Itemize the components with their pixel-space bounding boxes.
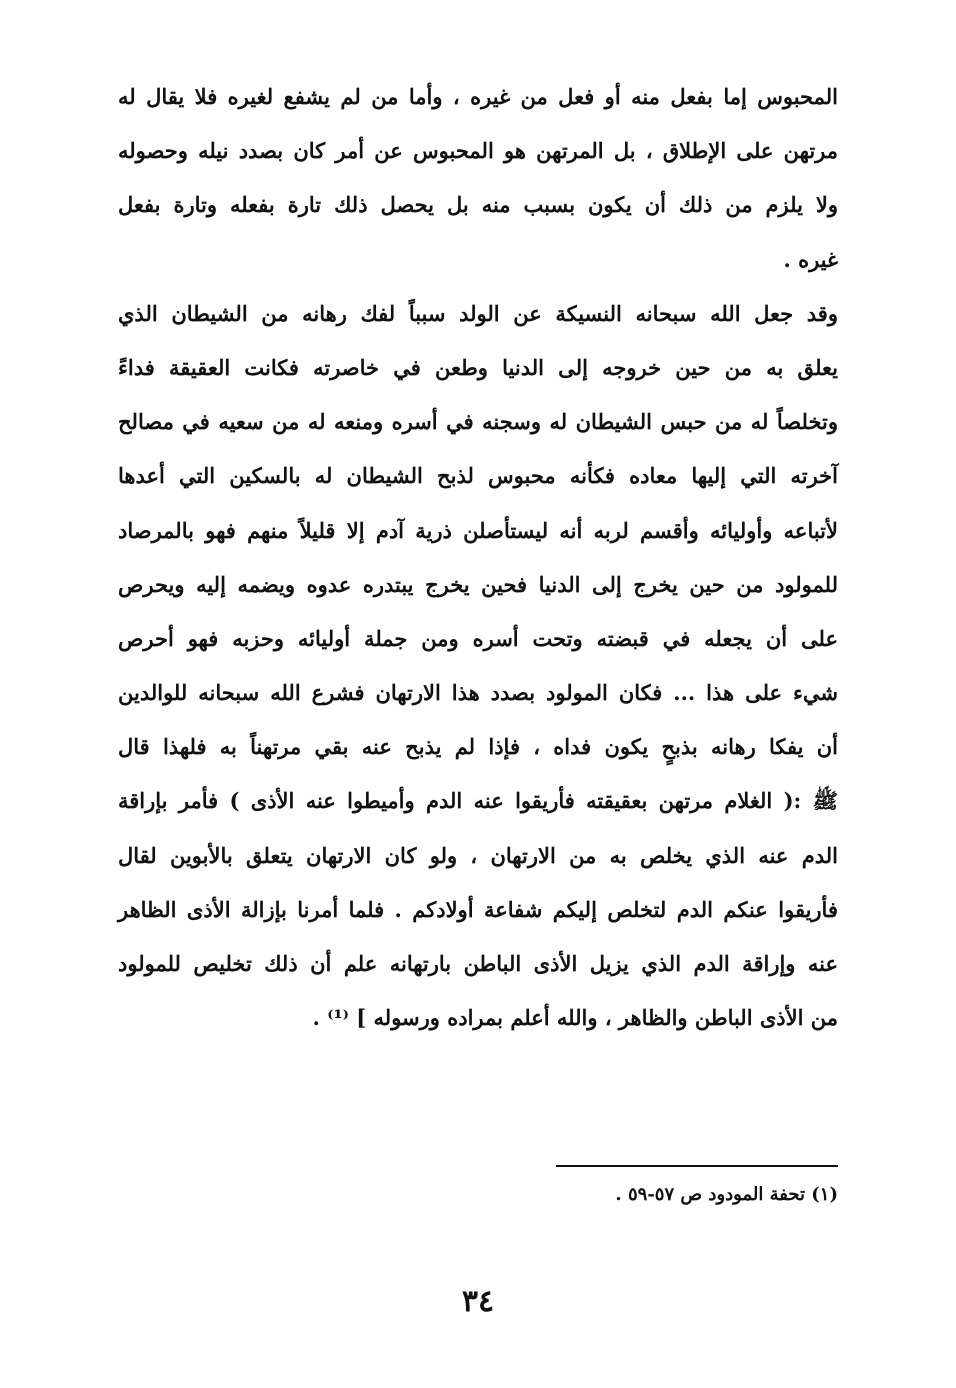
- text-line: ولا يلزم من ذلك أن يكون بسبب منه بل يحصل ذلك تارة بفعله وتارة بفعل: [118, 192, 839, 218]
- text-line: فأريقوا عنكم الدم لتخلص إليكم شفاعة أولادكم . فلما أمرنا بإزالة الأذى الظاهر: [118, 896, 838, 922]
- text-line: الدم عنه الذي يخلص به من الارتهان ، ولو كان الارتهان يتعلق بالأبوين لقال: [118, 842, 838, 868]
- text-line: على أن يجعله في قبضته وتحت أسره ومن جملة أوليائه وحزبه فهو أحرص: [118, 625, 838, 651]
- text-line: يعلق به من حين خروجه إلى الدنيا وطعن في خاصرته فكانت العقيقة فداءً: [118, 354, 838, 380]
- text-line: عنه وإراقة الدم الذي يزيل الأذى الباطن بارتهانه علم أن ذلك تخليص للمولود: [118, 951, 838, 976]
- text-line: وقد جعل الله سبحانه النسيكة عن الولد سبباً لفك رهانه من الشيطان الذي: [118, 300, 838, 326]
- text-line: شيء على هذا ... فكان المولود بصدد هذا الارتهان فشرع الله سبحانه للوالدين: [118, 680, 838, 706]
- text-line: أن يفكا رهانه بذبحٍ يكون فداه ، فإذا لم يذبح عنه بقي مرتهناً به فلهذا قال: [118, 734, 838, 760]
- text-line: المحبوس إما بفعل منه أو فعل من غيره ، وأما من لم يشفع لغيره فلا يقال له: [118, 84, 838, 109]
- text-line: من الأذى الباطن والظاهر ، والله أعلم بمراده ورسوله ] ⁽¹⁾ .: [312, 1005, 838, 1031]
- text-line: وتخلصاً له من حبس الشيطان له وسجنه في أسره ومنعه له من سعيه في مصالح: [118, 409, 838, 435]
- text-line: مرتهن على الإطلاق ، بل المرتهن هو المحبوس عن أمر كان بصدد نيله وحصوله: [118, 138, 838, 164]
- text-line: ﷺ :( الغلام مرتهن بعقيقته فأريقوا عنه الدم وأميطوا عنه الأذى ) فأمر بإراقة: [118, 788, 838, 814]
- body-text: [118, 70, 838, 1045]
- footnote: (١) تحفة المودود ص ٥٧-٥٩ .: [615, 1184, 838, 1205]
- text-line: آخرته التي إليها معاده فكأنه محبوس لذبح الشيطان له بالسكين التي أعدها: [118, 463, 838, 489]
- text-line: للمولود من حين يخرج إلى الدنيا فحين يخرج يبتدره عدوه ويضمه إليه ويحرص: [118, 571, 838, 597]
- page-number: ٣٤: [461, 1284, 495, 1319]
- footnote-divider: [556, 1165, 838, 1167]
- text-line: غيره .: [783, 246, 838, 272]
- text-line: لأتباعه وأوليائه وأقسم لربه أنه ليستأصلن ذرية آدم إلا قليلاً منهم فهو بالمرصاد: [118, 517, 838, 543]
